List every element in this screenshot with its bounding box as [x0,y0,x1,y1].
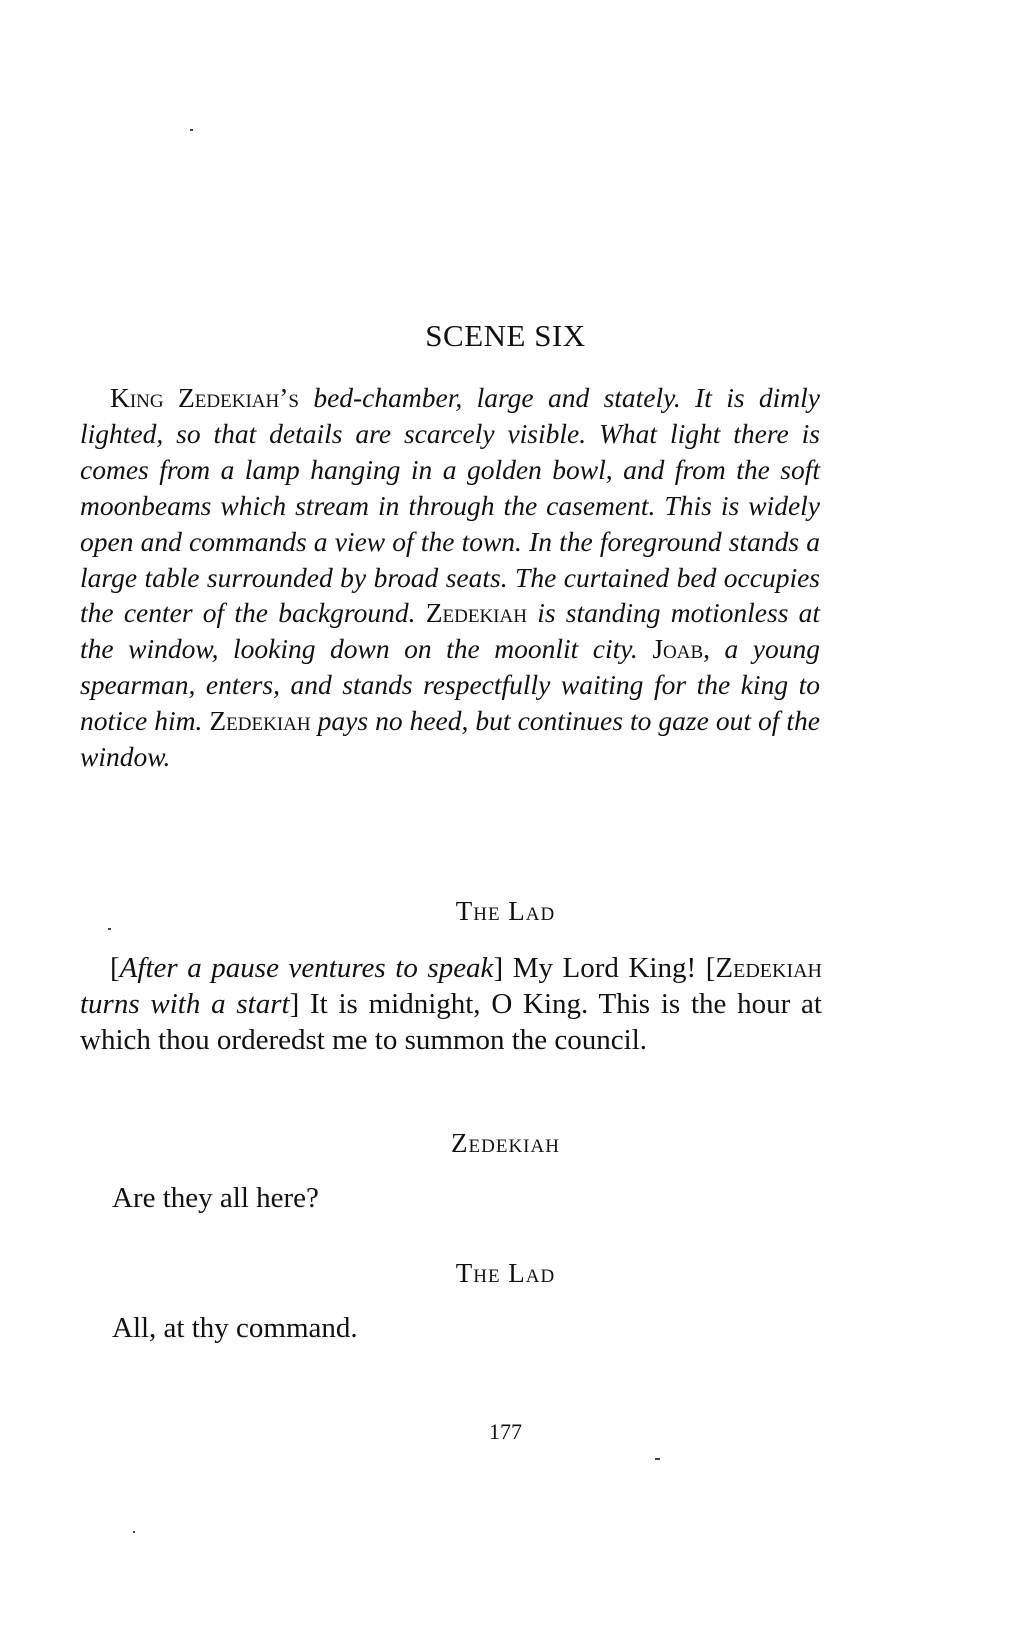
joab-name: Joab, [652,633,711,665]
bracket-close: ] [493,952,504,984]
zedekiah-name: Zedekiah [425,597,527,629]
bracket-close: ] [289,988,300,1020]
bracket-open: [ [705,952,716,984]
scene-title: SCENE SIX [425,318,586,353]
zedekiah-name: Zedekiah [209,705,311,737]
speech [80,950,822,1058]
stage-direction-part-2: is standing motionless at the window, looking down on the moonlit city. [80,597,821,665]
bracket-open: [ [110,952,120,984]
king-name: King [110,382,164,413]
scan-speck [190,129,193,131]
speech-text: Are they all here? [112,1182,319,1214]
speech-text: It is midnight, O King. This is the hour at which thou orderedst me to summon the council. [80,988,822,1056]
speech-text: My Lord King! [512,952,697,984]
stage-direction [80,380,820,775]
zedekiah-name: Zedekiah [715,952,822,984]
page-number: 177 [489,1419,522,1444]
zedekiah-name: Zedekiah’s [178,382,299,413]
stage-direction-part-4: pays no heed, but continues to gaze out of the window. [80,705,821,773]
stage-direction-part-3: a young spearman, enters, and stands respectfully waiting for the king to notice him. [80,633,821,737]
speaker-name: The Lad [455,896,556,926]
scan-speck [655,1458,660,1460]
speaker-name: Zedekiah [451,1128,560,1158]
scan-speck [133,1531,135,1533]
speaker-name: The Lad [455,1258,556,1288]
stage-direction: After a pause ventures to speak [119,952,494,984]
scan-speck [108,928,111,930]
speech-text: All, at thy command. [112,1312,358,1344]
stage-direction: turns with a start [80,988,290,1020]
stage-direction-part-1: bed-chamber, large and stately. It is dimly lighted, so that details are scarcely visible. What light there is comes from a lamp hanging in a golden bowl, and from the soft moonbeams which stream in through the casement. This is widely open and commands a view of the town. In the foreground stands a large table surrounded by broad seats. The curtained bed occupies the center of the background. [80,382,821,629]
